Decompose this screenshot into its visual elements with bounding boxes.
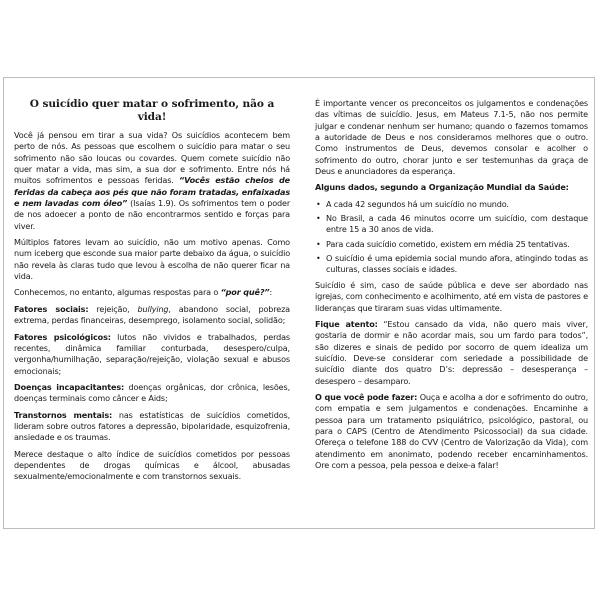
bullet-icon: •: [316, 198, 321, 209]
list-item-text: O suicídio é uma epidemia social mundo afora, atingindo todas as culturas, classes sociais e idades.: [326, 253, 588, 275]
factor-psychological: [14, 332, 290, 377]
factor-diseases-text: doenças orgânicas, dor crônica, lesões, doenças terminais como câncer e Aids;: [14, 381, 291, 404]
factor-diseases-label: Doenças incapacitantes:: [14, 381, 125, 392]
list-item-text: No Brasil, a cada 46 minutos ocorre um suicídio, com destaque entre 15 a 30 anos de vida.: [326, 213, 588, 235]
highlight-paragraph: Merece destaque o alto índice de suicídios cometidos por pessoas dependentes de drogas químicas e álcool, abusadas sexualmente/emocionalmente e com transtornos sexuais.: [14, 448, 290, 482]
intro-paragraph: [14, 130, 290, 232]
list-item: [315, 239, 588, 250]
list-item: [315, 199, 588, 210]
list-item: [315, 213, 588, 236]
factor-social-label: Fatores sociais:: [14, 303, 89, 314]
factor-mental: [14, 410, 290, 444]
intro-text-a: Você já pensou em tirar a sua vida? Os suicídios acontecem bem perto de nós. As pessoas que escolhem o suicídio para matar o seu sofrimento não são loucas ou covardes. Quem comete suicídio não quer matar a vida, mas sim, a sua dor e sofrimento. Entre nós há muitos sofrimentos e pessoas feridas.: [14, 130, 290, 186]
factor-social-text-b: , abandono social, pobreza extrema, perdas financeiras, desemprego, isolamento social, solidão;: [14, 303, 290, 326]
factor-psychological-text: lutos não vividos e trabalhados, perdas recentes, dinâmica familiar conturbada, desespero/culpa, vergonha/humilhação, separação/rejeição, violação sexual e abusos emocionais;: [14, 331, 290, 376]
why-text-a: Conhecemos, no entanto, algumas respostas para o: [14, 287, 221, 298]
bullet-icon: •: [316, 238, 321, 249]
right-column: [315, 98, 588, 476]
list-item-text: A cada 42 segundos há um suicídio no mundo.: [326, 198, 509, 209]
page-title: O suicídio quer matar o sofrimento, não a vida!: [29, 98, 275, 123]
why-question: “por quê?”: [220, 287, 270, 298]
factor-mental-label: Transtornos mentais:: [14, 409, 113, 420]
data-heading: [315, 182, 588, 193]
factor-social-text-a: rejeição,: [88, 303, 138, 314]
attention-label: Fique atento:: [315, 318, 378, 329]
data-heading-text: Alguns dados, segundo a Organização Mundial da Saúde:: [315, 182, 569, 193]
attention-paragraph: [315, 319, 588, 387]
isaiah-quote: “Vocês estão cheios de feridas da cabeça aos pés que não foram tratadas, enfaixadas e nem lavadas com óleo”: [14, 175, 290, 209]
what-to-do-label: O que você pode fazer:: [315, 391, 418, 402]
data-list: [315, 199, 588, 276]
prejudice-paragraph: É importante vencer os preconceitos os julgamentos e condenações das vítimas de suicídio. Jesus, em Mateus 7.1-5, não nos permite julgar e condenar nenhum ser humano; quando o fazemos tomamos a autoridade de Deus e nos consideramos melhores que o outro. Como instrumentos de Deus, devemos consolar e acolher o sofrimento do outro, chorar junto e ser testemunhas da graça de Deus e anunciadores da esperança.: [315, 98, 588, 177]
bullet-icon: •: [316, 213, 321, 224]
left-column: [14, 98, 290, 488]
factor-diseases: [14, 382, 290, 405]
factor-social: [14, 304, 290, 327]
factor-mental-text: nas estatísticas de suicídios cometidos, lideram sobre outros fatores a depressão, bipolaridade, esquizofrenia, ansiedade e os traumas.: [14, 409, 291, 443]
factor-psychological-label: Fatores psicológicos:: [14, 331, 111, 342]
what-to-do-text: Ouça e acolha a dor e sofrimento do outro, com empatia e sem julgamentos e condenações. Encaminhe a pessoa para um tratamento psiquiátrico, psicológico, pastoral, ou para o CAPS (Centro de Atendimento Psicossocial) da sua cidade. Ofereça o telefone 188 do CVV (Centro de Valorização da Vida), com atendimento em anonimato, podendo receber encaminhamentos. Ore com a pessoa, pela pessoa e deixe-a falar!: [315, 391, 588, 470]
what-to-do-paragraph: [315, 392, 588, 471]
intro-text-b: (Isaías 1.9). Os sofrimentos tem o poder de nos adoecer a ponto de não encontrarmos sentido e forças para viver.: [14, 198, 290, 231]
list-item: [315, 253, 588, 276]
why-text-b: :: [269, 287, 273, 298]
attention-text: “Estou cansado da vida, não quero mais viver, gostaria de dormir e não acordar mais, sou um fardo para todos”, são dizeres e sinais de pedido por socorro de quem idealiza um suicídio. Deve-se considerar com seriedade a possibilidade de suicídio diante dos quatro D’s: depressão – desesperança – desespero – desamparo.: [315, 318, 589, 386]
leaflet-page: [3, 77, 595, 529]
bullet-icon: •: [316, 253, 321, 264]
iceberg-paragraph: Múltiplos fatores levam ao suicídio, não um motivo apenas. Como num iceberg que esconde sua maior parte debaixo da água, o suicídio não revela às claras tudo que levou à escolha de não querer ficar na vida.: [14, 237, 290, 282]
list-item-text: Para cada suicídio cometido, existem em média 25 tentativas.: [326, 238, 570, 249]
public-health-paragraph: Suicídio é sim, caso de saúde pública e deve ser abordado nas igrejas, com conhecimento e acolhimento, até em vista de pastores e lideranças que tiraram suas vidas ultimamente.: [315, 279, 588, 313]
factor-social-bullying: bullying: [137, 303, 169, 314]
why-paragraph: [14, 287, 290, 298]
